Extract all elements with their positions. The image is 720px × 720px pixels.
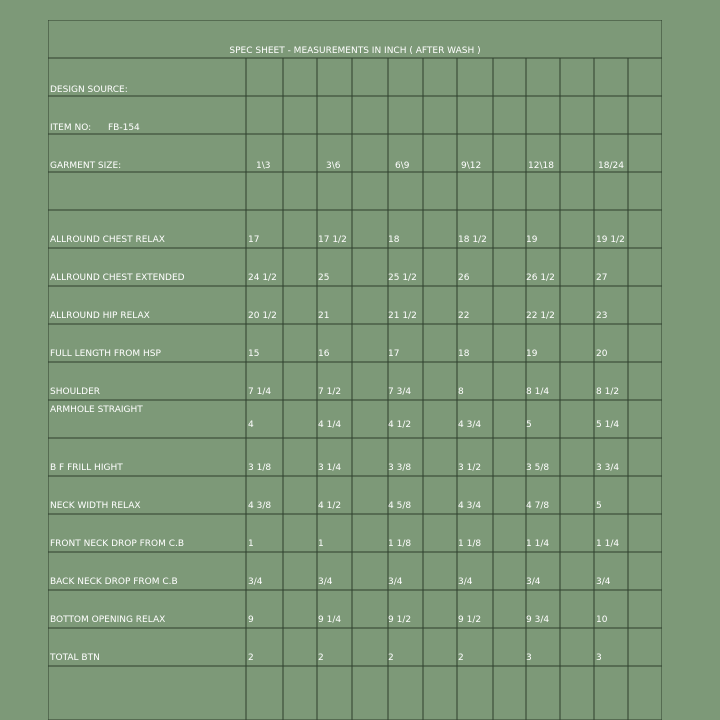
measurement-value: 15 — [248, 349, 260, 359]
measurement-value: 4 1/2 — [388, 420, 412, 430]
measurement-label: NECK WIDTH RELAX — [50, 501, 141, 511]
measurement-value: 20 — [596, 349, 608, 359]
measurement-value: 4 — [248, 420, 254, 430]
design-source-label: DESIGN SOURCE: — [50, 85, 128, 95]
measurement-value: 1 1/4 — [526, 539, 550, 549]
measurement-value: 21 1/2 — [388, 311, 417, 321]
measurement-value: 2 — [248, 653, 254, 663]
measurement-value: 5 — [596, 501, 602, 511]
measurement-value: 10 — [596, 615, 608, 625]
measurement-value: 24 1/2 — [248, 273, 277, 283]
measurement-value: 1 1/8 — [458, 539, 482, 549]
measurement-value: 25 — [318, 273, 330, 283]
measurement-value: 17 — [248, 235, 260, 245]
measurement-value: 25 1/2 — [388, 273, 417, 283]
measurement-value: 3 — [526, 653, 532, 663]
measurement-value: 19 — [526, 349, 538, 359]
measurement-value: 19 1/2 — [596, 235, 625, 245]
measurement-value: 18 1/2 — [458, 235, 487, 245]
measurement-value: 8 1/4 — [526, 387, 550, 397]
measurement-value: 9 1/4 — [318, 615, 342, 625]
sheet-title: SPEC SHEET - MEASUREMENTS IN INCH ( AFTER WASH ) — [229, 46, 481, 56]
measurement-label: FULL LENGTH FROM HSP — [50, 349, 161, 359]
garment-size-label: GARMENT SIZE: — [50, 161, 122, 171]
spec-sheet — [48, 20, 662, 720]
measurement-value: 3/4 — [596, 577, 611, 587]
measurement-label: ALLROUND CHEST EXTENDED — [50, 273, 185, 283]
size-header: 12\18 — [528, 161, 554, 171]
measurement-value: 27 — [596, 273, 608, 283]
measurement-value: 17 1/2 — [318, 235, 347, 245]
measurement-value: 5 1/4 — [596, 420, 620, 430]
size-header: 18/24 — [598, 161, 624, 171]
measurement-value: 3/4 — [388, 577, 403, 587]
measurement-value: 3 1/2 — [458, 463, 482, 473]
measurement-label: ARMHOLE STRAIGHT — [50, 405, 143, 415]
measurement-value: 3/4 — [458, 577, 473, 587]
size-header: 6\9 — [395, 161, 410, 171]
measurement-value: 9 1/2 — [388, 615, 412, 625]
measurement-value: 5 — [526, 420, 532, 430]
measurement-value: 3 1/8 — [248, 463, 272, 473]
measurement-value: 18 — [388, 235, 400, 245]
measurement-value: 18 — [458, 349, 470, 359]
measurement-value: 26 1/2 — [526, 273, 555, 283]
measurement-value: 3 5/8 — [526, 463, 550, 473]
measurement-value: 3 3/8 — [388, 463, 412, 473]
measurement-value: 16 — [318, 349, 330, 359]
measurement-label: BACK NECK DROP FROM C.B — [50, 577, 178, 587]
measurement-label: B F FRILL HIGHT — [50, 463, 123, 473]
measurement-value: 23 — [596, 311, 608, 321]
measurement-value: 4 3/4 — [458, 501, 482, 511]
size-header: 9\12 — [461, 161, 482, 171]
measurement-value: 1 — [318, 539, 324, 549]
measurement-value: 9 3/4 — [526, 615, 550, 625]
size-header: 3\6 — [326, 161, 341, 171]
measurement-value: 9 — [248, 615, 254, 625]
measurement-value: 3 — [596, 653, 602, 663]
measurement-value: 4 1/2 — [318, 501, 342, 511]
measurement-value: 7 3/4 — [388, 387, 412, 397]
measurement-label: SHOULDER — [50, 387, 101, 397]
measurement-value: 2 — [458, 653, 464, 663]
measurement-value: 3 3/4 — [596, 463, 620, 473]
measurement-value: 20 1/2 — [248, 311, 277, 321]
measurement-value: 4 7/8 — [526, 501, 550, 511]
item-number-label: ITEM NO: — [50, 123, 92, 133]
item-number-value: FB-154 — [108, 123, 140, 133]
measurement-value: 3/4 — [318, 577, 333, 587]
size-header: 1\3 — [256, 161, 271, 171]
measurement-value: 22 1/2 — [526, 311, 555, 321]
measurement-value: 9 1/2 — [458, 615, 482, 625]
measurement-label: ALLROUND CHEST RELAX — [50, 235, 165, 245]
measurement-value: 22 — [458, 311, 470, 321]
measurement-value: 4 3/8 — [248, 501, 272, 511]
measurement-value: 3/4 — [248, 577, 263, 587]
measurement-value: 8 1/2 — [596, 387, 620, 397]
measurement-value: 17 — [388, 349, 400, 359]
measurement-label: ALLROUND HIP RELAX — [50, 311, 150, 321]
measurement-value: 4 5/8 — [388, 501, 412, 511]
measurement-value: 2 — [318, 653, 324, 663]
measurement-label: TOTAL BTN — [50, 653, 100, 663]
measurement-value: 8 — [458, 387, 464, 397]
measurement-value: 7 1/4 — [248, 387, 272, 397]
measurement-value: 2 — [388, 653, 394, 663]
measurement-value: 7 1/2 — [318, 387, 342, 397]
measurement-value: 4 1/4 — [318, 420, 342, 430]
measurement-value: 21 — [318, 311, 330, 321]
measurement-value: 1 — [248, 539, 254, 549]
measurement-value: 4 3/4 — [458, 420, 482, 430]
measurement-label: BOTTOM OPENING RELAX — [50, 615, 166, 625]
measurement-value: 1 1/8 — [388, 539, 412, 549]
measurement-value: 3 1/4 — [318, 463, 342, 473]
measurement-value: 3/4 — [526, 577, 541, 587]
measurement-value: 1 1/4 — [596, 539, 620, 549]
measurement-value: 19 — [526, 235, 538, 245]
measurement-value: 26 — [458, 273, 470, 283]
measurement-label: FRONT NECK DROP FROM C.B — [50, 539, 185, 549]
